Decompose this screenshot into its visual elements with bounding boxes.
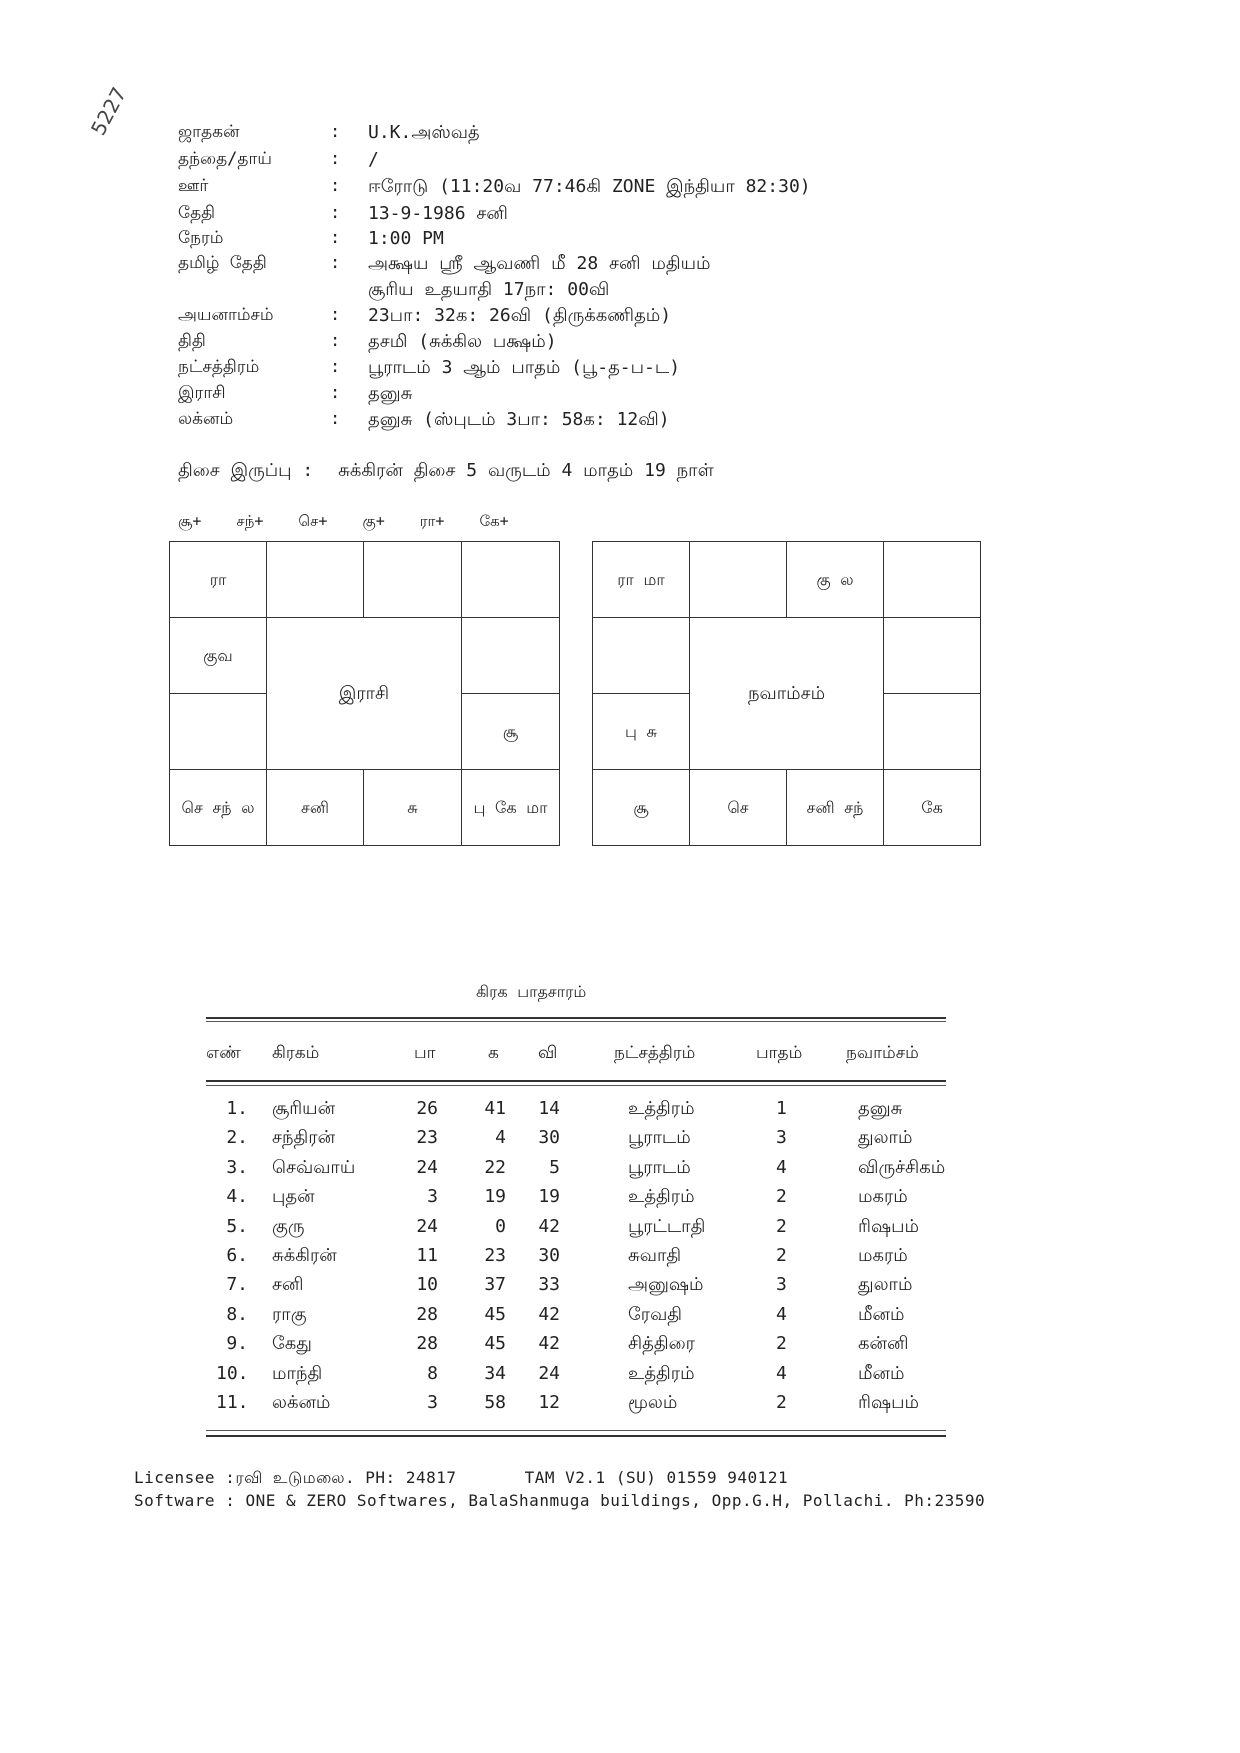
navamsa-chart-title: நவாம்சம் [690,618,884,770]
navamsa-cell: கு ல [787,542,884,618]
navamsa-cell: கே [884,770,981,846]
table-rule [206,1085,946,1086]
field-colon: : [330,203,341,223]
rasi-cell: ரா [170,542,267,618]
field-label-jathakan: ஜாதகன் [178,122,240,142]
nakshatra: பூராடம் [628,1156,691,1178]
navamsa-sign: மீனம் [858,1362,905,1384]
table-row [0,1157,1240,1186]
padam: 3 [776,1274,787,1296]
second: 42 [538,1215,560,1237]
padam: 2 [776,1186,787,1208]
planet-code: சூ+ [178,512,202,530]
second: 30 [538,1127,560,1149]
navamsa-cell: சனி சந் [787,770,884,846]
graha-name: மாந்தி [272,1362,323,1384]
rasi-cell: சூ [462,694,560,770]
nakshatra: சித்திரை [628,1333,695,1355]
minute: 22 [484,1156,506,1178]
nakshatra: பூரட்டாதி [628,1215,706,1237]
navamsa-cell: செ [690,770,787,846]
degree: 28 [416,1333,438,1355]
navamsa-sign: விருச்சிகம் [858,1156,946,1178]
navamsa-sign: துலாம் [858,1127,913,1149]
field-value-nakshatra: பூராடம் 3 ஆம் பாதம் (பூ-த-ப-ட) [368,357,681,378]
field-colon: : [330,383,341,403]
row-number: 6. [226,1245,248,1266]
dasa-label: திசை இருப்பு : [178,460,314,481]
rasi-cell [170,694,267,770]
padam: 2 [776,1333,787,1355]
rasi-cell [462,618,560,694]
planet-code: கே+ [479,512,509,530]
second: 42 [538,1303,560,1325]
table-row [0,1127,1240,1156]
rasi-cell [267,542,364,618]
row-number: 5. [226,1215,248,1237]
minute: 19 [484,1186,506,1208]
field-label-lagna: லக்னம் [178,409,234,429]
minute: 0 [495,1215,506,1237]
field-label-parent: தந்தை/தாய் [178,149,272,169]
header-cell: கிரகம் [272,1043,320,1063]
minute: 34 [484,1362,506,1384]
field-value-thithi: தசமி (சுக்கில பக்ஷம்) [368,331,557,352]
table-rule [206,1435,946,1437]
table-row [0,1333,1240,1362]
navamsa-sign: மகரம் [858,1245,908,1266]
row-number: 1. [226,1098,248,1119]
field-colon: : [330,228,341,248]
degree: 28 [416,1303,438,1325]
minute: 4 [495,1127,506,1149]
navamsa-sign: தனுசு [858,1098,903,1119]
handwritten-number: 5227 [86,83,132,140]
minute: 23 [484,1245,506,1266]
planet-code: சந்+ [236,512,264,530]
table-rule [206,1430,946,1431]
table-row [0,1216,1240,1245]
graha-name: குரு [272,1215,305,1237]
table-row [0,1245,1240,1274]
field-value-parent: / [368,149,379,170]
header-cell: நவாம்சம் [846,1043,919,1063]
rasi-chart [169,541,560,846]
field-colon: : [330,149,341,169]
header-cell: க [488,1043,499,1063]
field-colon: : [330,176,341,196]
rasi-chart-title: இராசி [267,618,462,770]
nakshatra: அனுஷம் [628,1274,704,1296]
second: 42 [538,1333,560,1355]
table-row [0,1304,1240,1333]
graha-name: சூரியன் [272,1098,336,1119]
rasi-cell: குவ [170,618,267,694]
graha-table-title: கிரக பாதசாரம் [476,982,587,1001]
rasi-cell: பு கே மா [462,770,560,846]
nakshatra: பூராடம் [628,1127,691,1149]
field-value-sunrise: சூரிய உதயாதி 17நா: 00வி [368,279,610,300]
rasi-cell [364,542,462,618]
table-row [0,1098,1240,1127]
field-label-time: நேரம் [178,228,224,248]
nakshatra: மூலம் [628,1392,678,1413]
dasa-balance [178,460,728,483]
licensee: Licensee :ரவி உடுமலை. PH: 24817 [134,1468,457,1487]
second: 19 [538,1186,560,1208]
header-cell: பா [414,1043,436,1063]
field-label-place: ஊர் [178,176,209,196]
navamsa-sign: மீனம் [858,1303,905,1325]
row-number: 8. [226,1303,248,1325]
table-rule [206,1017,946,1019]
table-row [0,1274,1240,1303]
row-number: 3. [226,1156,248,1178]
row-number: 11. [216,1392,249,1413]
second: 24 [538,1362,560,1384]
field-colon: : [330,331,341,351]
field-label-ayanamsa: அயனாம்சம் [178,305,274,325]
navamsa-cell: ரா மா [593,542,690,618]
second: 5 [549,1156,560,1178]
rasi-cell: சனி [267,770,364,846]
navamsa-cell: பு சு [593,694,690,770]
second: 33 [538,1274,560,1296]
planet-code: ரா+ [419,512,445,530]
row-number: 9. [226,1333,248,1355]
field-colon: : [330,253,341,273]
second: 30 [538,1245,560,1266]
planet-code: கு+ [362,512,385,530]
header-cell: எண் [206,1043,241,1063]
degree: 24 [416,1156,438,1178]
navamsa-cell [690,542,787,618]
degree: 3 [427,1392,438,1413]
navamsa-cell [884,542,981,618]
navamsa-sign: ரிஷபம் [858,1392,919,1413]
nakshatra: சுவாதி [628,1245,682,1266]
field-label-rasi: இராசி [178,383,226,403]
rasi-cell: செ சந் ல [170,770,267,846]
rasi-cell [462,542,560,618]
field-label-date: தேதி [178,203,216,223]
table-row [0,1363,1240,1392]
minute: 58 [484,1392,506,1413]
field-value-place: ஈரோடு (11:20வ 77:46கி ZONE இந்தியா 82:30) [368,176,811,197]
degree: 8 [427,1362,438,1384]
header-cell: நட்சத்திரம் [614,1043,696,1063]
row-number: 4. [226,1186,248,1208]
footer-line-1 [134,1468,788,1489]
planet-code: செ+ [298,512,328,530]
padam: 2 [776,1245,787,1266]
minute: 37 [484,1274,506,1296]
padam: 4 [776,1156,787,1178]
table-rule [206,1080,946,1082]
graha-name: ராகு [272,1303,307,1325]
header-cell: வி [538,1043,558,1063]
graha-name: செவ்வாய் [272,1156,356,1178]
field-value-rasi: தனுசு [368,383,413,404]
navamsa-cell [884,618,981,694]
minute: 45 [484,1303,506,1325]
graha-name: புதன் [272,1186,315,1208]
padam: 4 [776,1303,787,1325]
field-colon: : [330,305,341,325]
graha-name: சனி [272,1274,304,1296]
navamsa-cell [884,694,981,770]
navamsa-cell: சூ [593,770,690,846]
padam: 3 [776,1127,787,1149]
degree: 10 [416,1274,438,1296]
field-label-thithi: திதி [178,331,206,351]
navamsa-cell [593,618,690,694]
rasi-cell: சு [364,770,462,846]
row-number: 10. [216,1362,249,1384]
padam: 2 [776,1392,787,1413]
field-colon: : [330,357,341,377]
field-colon: : [330,409,341,429]
field-value-date: 13-9-1986 சனி [368,203,508,224]
footer-software: Software : ONE & ZERO Softwares, BalaShanmuga buildings, Opp.G.H, Pollachi. Ph:23590 [134,1491,986,1510]
field-value-tamil-date: அக்ஷய ஸ்ரீ ஆவணி மீ 28 சனி மதியம் [368,253,711,274]
dasa-text: சுக்கிரன் திசை 5 வருடம் 4 மாதம் 19 நாள் [338,460,714,481]
version: TAM V2.1 (SU) 01559 940121 [524,1468,789,1487]
field-label-nakshatra: நட்சத்திரம் [178,357,260,377]
navamsa-sign: ரிஷபம் [858,1215,919,1237]
degree: 23 [416,1127,438,1149]
nakshatra: உத்திரம் [628,1098,695,1119]
graha-name: சந்திரன் [272,1127,336,1149]
degree: 24 [416,1215,438,1237]
minute: 45 [484,1333,506,1355]
minute: 41 [484,1098,506,1119]
table-row [0,1392,1240,1421]
nakshatra: உத்திரம் [628,1186,695,1208]
field-value-time: 1:00 PM [368,228,444,249]
degree: 11 [416,1245,438,1266]
field-label-tamil-date: தமிழ் தேதி [178,253,267,273]
header-cell: பாதம் [756,1043,803,1063]
nakshatra: உத்திரம் [628,1362,695,1384]
padam: 2 [776,1215,787,1237]
navamsa-sign: கன்னி [858,1333,909,1355]
navamsa-chart [592,541,981,846]
field-value-ayanamsa: 23பா: 32க: 26வி (திருக்கணிதம்) [368,305,672,326]
second: 14 [538,1098,560,1119]
padam: 1 [776,1098,787,1119]
navamsa-sign: துலாம் [858,1274,913,1296]
field-value-lagna: தனுசு (ஸ்புடம் 3பா: 58க: 12வி) [368,409,670,430]
row-number: 7. [226,1274,248,1296]
graha-name: சுக்கிரன் [272,1245,337,1266]
row-number: 2. [226,1127,248,1149]
planet-codes [178,512,535,532]
table-row [0,1186,1240,1215]
navamsa-sign: மகரம் [858,1186,908,1208]
graha-name: லக்னம் [272,1392,331,1413]
second: 12 [538,1392,560,1413]
degree: 3 [427,1186,438,1208]
padam: 4 [776,1362,787,1384]
table-rule [206,1021,946,1022]
degree: 26 [416,1098,438,1119]
field-value-jathakan: U.K.அஸ்வத் [368,122,480,143]
field-colon: : [330,122,341,142]
nakshatra: ரேவதி [628,1303,683,1325]
graha-name: கேது [272,1333,312,1355]
